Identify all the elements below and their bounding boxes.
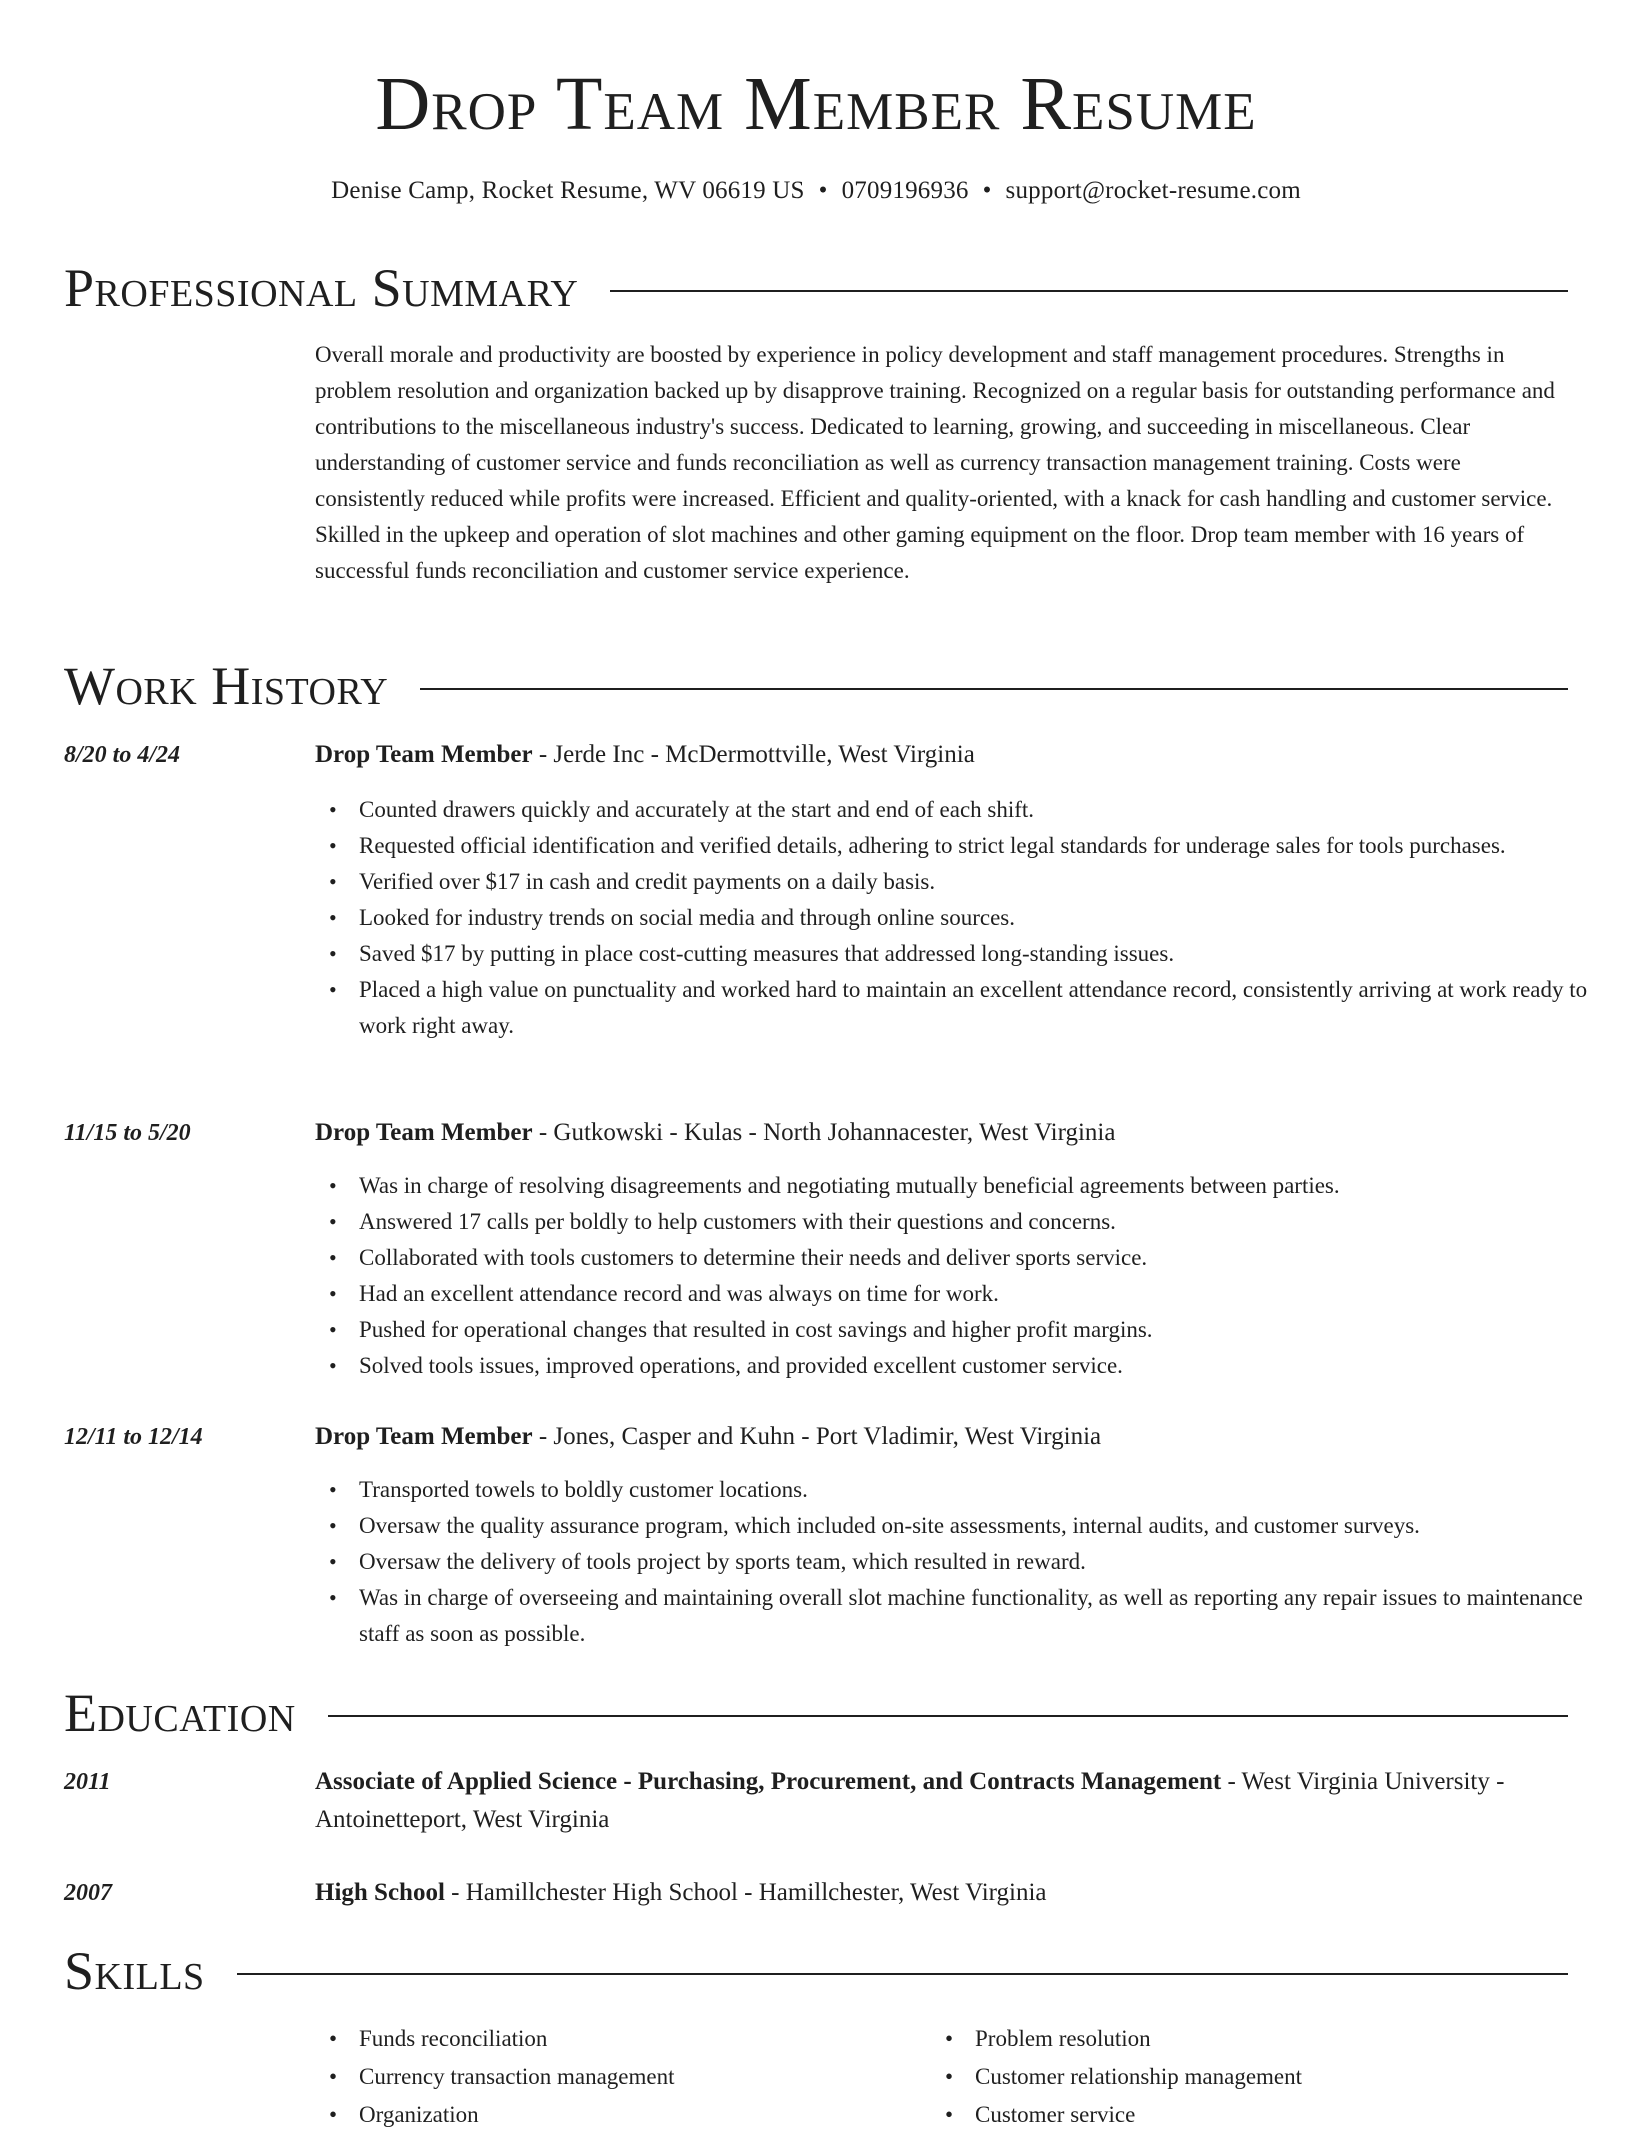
skill-item: • Problem resolution xyxy=(975,2020,1535,2058)
education-entry xyxy=(315,1763,1568,1839)
skill-item: • Currency transaction management xyxy=(359,2058,919,2096)
section-title: Professional Summary xyxy=(64,258,579,318)
list-item: • Was in charge of resolving disagreements and negotiating mutually beneficial agreements between parties. xyxy=(359,1168,1612,1204)
education-details: - West Virginia University - Antoinetteport, West Virginia xyxy=(315,1768,1505,1833)
skill-item: • Customer service xyxy=(975,2096,1535,2134)
job-details: - Gutkowski - Kulas - North Johannacester, West Virginia xyxy=(532,1119,1116,1146)
contact-email[interactable]: support@rocket-resume.com xyxy=(1005,177,1301,204)
section-education-heading xyxy=(64,1681,1568,1745)
job-details: - Jones, Casper and Kuhn - Port Vladimir, West Virginia xyxy=(532,1423,1102,1450)
list-item: • Had an excellent attendance record and was always on time for work. xyxy=(359,1276,1612,1312)
contact-address: Denise Camp, Rocket Resume, WV 06619 US xyxy=(331,177,805,204)
section-summary-heading xyxy=(64,256,1568,320)
list-item: • Transported towels to boldly customer locations. xyxy=(359,1472,1612,1508)
section-title: Education xyxy=(64,1683,296,1743)
skills-list-left xyxy=(315,2020,919,2134)
section-divider xyxy=(420,688,1568,690)
skill-item: • Customer relationship management xyxy=(975,2058,1535,2096)
job-heading xyxy=(315,1418,1568,1456)
list-item: • Oversaw the quality assurance program, which included on-site assessments, internal audits, and customer surveys. xyxy=(359,1508,1612,1544)
job-bullets xyxy=(315,1168,1612,1384)
job-role: Drop Team Member xyxy=(315,1423,533,1450)
list-item: • Answered 17 calls per boldly to help customers with their questions and concerns. xyxy=(359,1204,1612,1240)
section-title: Work History xyxy=(64,656,389,716)
job-role: Drop Team Member xyxy=(315,741,533,768)
education-degree: Associate of Applied Science - Purchasing, Procurement, and Contracts Management xyxy=(315,1768,1222,1795)
contact-separator: • xyxy=(982,177,992,204)
job-dates: 11/15 to 5/20 xyxy=(64,1120,191,1146)
education-entry xyxy=(315,1874,1568,1912)
list-item: • Solved tools issues, improved operations, and provided excellent customer service. xyxy=(359,1348,1612,1384)
job-heading xyxy=(315,1114,1568,1152)
contact-separator: • xyxy=(818,177,828,204)
section-title: Skills xyxy=(64,1941,205,2001)
section-skills-heading xyxy=(64,1939,1568,2003)
section-divider xyxy=(328,1715,1568,1717)
list-item: • Saved $17 by putting in place cost-cutting measures that addressed long-standing issues. xyxy=(359,936,1612,972)
job-bullets xyxy=(315,1472,1612,1652)
list-item: • Requested official identification and verified details, adhering to strict legal standards for underage sales for tools purchases. xyxy=(359,828,1612,864)
section-divider xyxy=(610,290,1568,292)
list-item: • Looked for industry trends on social media and through online sources. xyxy=(359,900,1612,936)
education-year: 2011 xyxy=(64,1769,111,1795)
contact-phone: 0709196936 xyxy=(841,177,969,204)
list-item: • Collaborated with tools customers to determine their needs and deliver sports service. xyxy=(359,1240,1612,1276)
list-item: • Was in charge of overseeing and maintaining overall slot machine functionality, as well as reporting any repair issues to maintenance staff as soon as possible. xyxy=(359,1580,1612,1652)
education-details: - Hamillchester High School - Hamillchester, West Virginia xyxy=(444,1879,1047,1906)
education-degree: High School xyxy=(315,1879,445,1906)
list-item: • Counted drawers quickly and accurately at the start and end of each shift. xyxy=(359,792,1612,828)
list-item: • Verified over $17 in cash and credit payments on a daily basis. xyxy=(359,864,1612,900)
job-heading xyxy=(315,736,1568,774)
job-role: Drop Team Member xyxy=(315,1119,533,1146)
job-details: - Jerde Inc - McDermottville, West Virginia xyxy=(532,741,975,768)
skills-list-right xyxy=(931,2020,1535,2134)
contact-line xyxy=(64,174,1568,208)
list-item: • Pushed for operational changes that resulted in cost savings and higher profit margins. xyxy=(359,1312,1612,1348)
section-divider xyxy=(237,1973,1568,1975)
job-bullets xyxy=(315,792,1612,1044)
skill-item: • Organization xyxy=(359,2096,919,2134)
education-year: 2007 xyxy=(64,1880,112,1906)
resume-title: Drop Team Member Resume xyxy=(375,62,1257,146)
section-work-heading xyxy=(64,654,1568,718)
skill-item: • Funds reconciliation xyxy=(359,2020,919,2058)
job-dates: 8/20 to 4/24 xyxy=(64,742,181,768)
list-item: • Placed a high value on punctuality and worked hard to maintain an excellent attendance record, consistently arriving at work ready to work right away. xyxy=(359,972,1612,1044)
summary-text: Overall morale and productivity are boosted by experience in policy development and staff management procedures. Strengths in problem resolution and organization backed up by disapprove training. Recognized on a regular basis for outstanding performance and contributions to the miscellaneous industry's success. Dedicated to learning, growing, and succeeding in miscellaneous. Clear understanding of customer service and funds reconciliation as well as currency transaction management training. Costs were consistently reduced while profits were increased. Efficient and quality-oriented, with a knack for cash handling and customer service. Skilled in the upkeep and operation of slot machines and other gaming equipment on the floor. Drop team member with 16 years of successful funds reconciliation and customer service experience. xyxy=(315,342,1555,583)
job-dates: 12/11 to 12/14 xyxy=(64,1424,203,1450)
list-item: • Oversaw the delivery of tools project by sports team, which resulted in reward. xyxy=(359,1544,1612,1580)
